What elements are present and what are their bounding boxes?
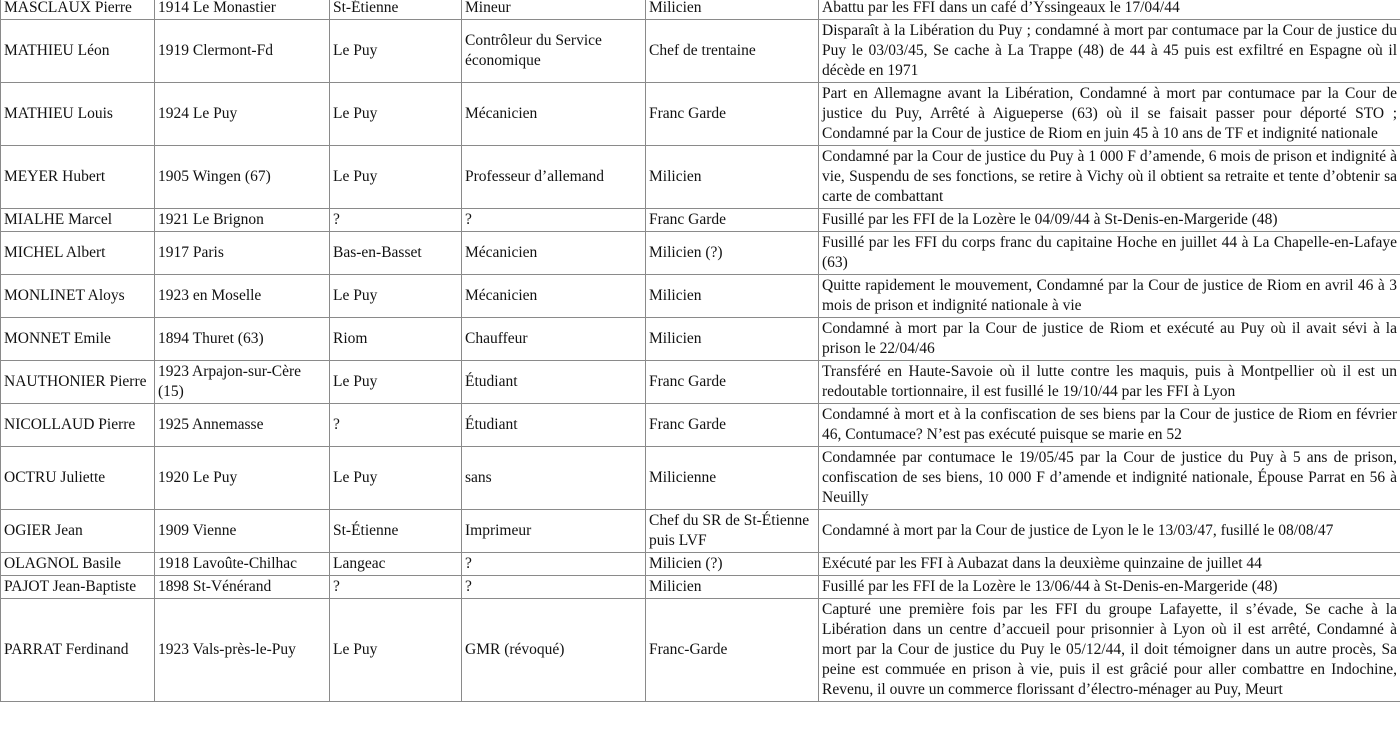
fate-cell: Abattu par les FFI dans un café d’Yssingeaux le 17/04/44: [819, 0, 1400, 20]
birth-cell: 1923 Vals-près-le-Puy: [155, 599, 330, 702]
table-row: [1, 83, 1400, 146]
birth-cell: 1923 en Moselle: [155, 275, 330, 318]
fate-cell: Condamné à mort par la Cour de justice de Riom et exécuté au Puy où il avait sévi à la prison le 22/04/46: [819, 318, 1400, 361]
name-cell: PARRAT Ferdinand: [1, 599, 155, 702]
residence-cell: St-Étienne: [330, 0, 462, 20]
residence-cell: Le Puy: [330, 146, 462, 209]
birth-cell: 1925 Annemasse: [155, 404, 330, 447]
affiliation-cell: Milicien (?): [646, 232, 819, 275]
fate-cell: Transféré en Haute-Savoie où il lutte contre les maquis, puis à Montpellier où il est un redoutable tortionnaire, il est fusillé le 19/10/44 par les FFI à Lyon: [819, 361, 1400, 404]
name-cell: OGIER Jean: [1, 510, 155, 553]
name-cell: MATHIEU Léon: [1, 20, 155, 83]
name-cell: PAJOT Jean-Baptiste: [1, 576, 155, 599]
name-cell: MONLINET Aloys: [1, 275, 155, 318]
affiliation-cell: Milicien: [646, 275, 819, 318]
table-row: [1, 576, 1400, 599]
birth-cell: 1918 Lavoûte-Chilhac: [155, 553, 330, 576]
birth-cell: 1905 Wingen (67): [155, 146, 330, 209]
profession-cell: Mécanicien: [462, 83, 646, 146]
fate-cell: Quitte rapidement le mouvement, Condamné par la Cour de justice de Riom en avril 46 à 3 mois de prison et indignité nationale à vie: [819, 275, 1400, 318]
profession-cell: Chauffeur: [462, 318, 646, 361]
profession-cell: Imprimeur: [462, 510, 646, 553]
residence-cell: St-Étienne: [330, 510, 462, 553]
fate-cell: Capturé une première fois par les FFI du groupe Lafayette, il s’évade, Se cache à la Libération dans un centre d’accueil pour prisonnier à Lyon où il est arrêté, Condamné à mort par la Cour de justice du Puy le 05/12/44, il doit témoigner dans un autre procès, Sa peine est commuée en prison à vie, puis il est grâcié pour aller combattre en Indochine, Revenu, il ouvre un commerce florissant d’électro-ménager au Puy, Meurt: [819, 599, 1400, 702]
profession-cell: GMR (révoqué): [462, 599, 646, 702]
table-row: [1, 318, 1400, 361]
birth-cell: 1921 Le Brignon: [155, 209, 330, 232]
name-cell: MATHIEU Louis: [1, 83, 155, 146]
affiliation-cell: Chef de trentaine: [646, 20, 819, 83]
fate-cell: Condamnée par contumace le 19/05/45 par la Cour de justice du Puy à 5 ans de prison, confiscation de ses biens, 10 000 F d’amende et indignité nationale, Épouse Parrat en 56 à Neuilly: [819, 447, 1400, 510]
affiliation-cell: Milicien: [646, 318, 819, 361]
profession-cell: ?: [462, 576, 646, 599]
name-cell: OLAGNOL Basile: [1, 553, 155, 576]
profession-cell: Étudiant: [462, 404, 646, 447]
affiliation-cell: Franc Garde: [646, 83, 819, 146]
profession-cell: Professeur d’allemand: [462, 146, 646, 209]
birth-cell: 1919 Clermont-Fd: [155, 20, 330, 83]
table-row: [1, 361, 1400, 404]
name-cell: MASCLAUX Pierre: [1, 0, 155, 20]
birth-cell: 1920 Le Puy: [155, 447, 330, 510]
table-row: [1, 209, 1400, 232]
fate-cell: Fusillé par les FFI de la Lozère le 13/06/44 à St-Denis-en-Margeride (48): [819, 576, 1400, 599]
profession-cell: ?: [462, 209, 646, 232]
name-cell: NICOLLAUD Pierre: [1, 404, 155, 447]
fate-cell: Condamné à mort et à la confiscation de ses biens par la Cour de justice de Riom en février 46, Contumace? N’est pas exécuté puisque se marie en 52: [819, 404, 1400, 447]
profession-cell: sans: [462, 447, 646, 510]
table-row: [1, 232, 1400, 275]
affiliation-cell: Franc Garde: [646, 361, 819, 404]
affiliation-cell: Milicien: [646, 576, 819, 599]
affiliation-cell: Franc Garde: [646, 209, 819, 232]
birth-cell: 1924 Le Puy: [155, 83, 330, 146]
affiliation-cell: Franc-Garde: [646, 599, 819, 702]
profession-cell: Mécanicien: [462, 232, 646, 275]
birth-cell: 1917 Paris: [155, 232, 330, 275]
birth-cell: 1894 Thuret (63): [155, 318, 330, 361]
residence-cell: ?: [330, 404, 462, 447]
residence-cell: Riom: [330, 318, 462, 361]
residence-cell: Le Puy: [330, 447, 462, 510]
affiliation-cell: Milicien (?): [646, 553, 819, 576]
residence-cell: Bas-en-Basset: [330, 232, 462, 275]
affiliation-cell: Milicien: [646, 146, 819, 209]
name-cell: MEYER Hubert: [1, 146, 155, 209]
affiliation-cell: Milicien: [646, 0, 819, 20]
residence-cell: Le Puy: [330, 83, 462, 146]
table-row: [1, 275, 1400, 318]
affiliation-cell: Milicienne: [646, 447, 819, 510]
birth-cell: 1898 St-Vénérand: [155, 576, 330, 599]
name-cell: MONNET Emile: [1, 318, 155, 361]
name-cell: MICHEL Albert: [1, 232, 155, 275]
fate-cell: Fusillé par les FFI de la Lozère le 04/09/44 à St-Denis-en-Margeride (48): [819, 209, 1400, 232]
table-body: [1, 0, 1400, 702]
affiliation-cell: Chef du SR de St-Étienne puis LVF: [646, 510, 819, 553]
profession-cell: ?: [462, 553, 646, 576]
residence-cell: Le Puy: [330, 20, 462, 83]
name-cell: MIALHE Marcel: [1, 209, 155, 232]
fate-cell: Disparaît à la Libération du Puy ; condamné à mort par contumace par la Cour de justice du Puy le 03/03/45, Se cache à La Trappe (48) de 44 à 45 puis est exfiltré en Espagne où il décède en 1971: [819, 20, 1400, 83]
table-row: [1, 553, 1400, 576]
residence-cell: Le Puy: [330, 275, 462, 318]
birth-cell: 1923 Arpajon-sur-Cère (15): [155, 361, 330, 404]
fate-cell: Condamné à mort par la Cour de justice de Lyon le le 13/03/47, fusillé le 08/08/47: [819, 510, 1400, 553]
profession-cell: Contrôleur du Service économique: [462, 20, 646, 83]
table-row: [1, 447, 1400, 510]
name-cell: NAUTHONIER Pierre: [1, 361, 155, 404]
fate-cell: Exécuté par les FFI à Aubazat dans la deuxième quinzaine de juillet 44: [819, 553, 1400, 576]
profession-cell: Étudiant: [462, 361, 646, 404]
profession-cell: Mécanicien: [462, 275, 646, 318]
affiliation-cell: Franc Garde: [646, 404, 819, 447]
residence-cell: ?: [330, 209, 462, 232]
residence-cell: Le Puy: [330, 599, 462, 702]
residence-cell: Langeac: [330, 553, 462, 576]
table-row: [1, 599, 1400, 702]
fate-cell: Fusillé par les FFI du corps franc du capitaine Hoche en juillet 44 à La Chapelle-en-Lafaye (63): [819, 232, 1400, 275]
residence-cell: ?: [330, 576, 462, 599]
table-row: [1, 0, 1400, 20]
residence-cell: Le Puy: [330, 361, 462, 404]
fate-cell: Condamné par la Cour de justice du Puy à 1 000 F d’amende, 6 mois de prison et indignité à vie, Suspendu de ses fonctions, se retire à Vichy où il obtient sa retraite et tente d’obtenir sa carte de combattant: [819, 146, 1400, 209]
birth-cell: 1909 Vienne: [155, 510, 330, 553]
table-row: [1, 146, 1400, 209]
fate-cell: Part en Allemagne avant la Libération, Condamné à mort par contumace par la Cour de justice du Puy, Arrêté à Aigueperse (63) où il se faisait passer pour déporté STO ; Condamné par la Cour de justice de Riom en juin 45 à 10 ans de TF et indignité nationale: [819, 83, 1400, 146]
table-row: [1, 404, 1400, 447]
table-row: [1, 20, 1400, 83]
table-row: [1, 510, 1400, 553]
profession-cell: Mineur: [462, 0, 646, 20]
name-cell: OCTRU Juliette: [1, 447, 155, 510]
birth-cell: 1914 Le Monastier: [155, 0, 330, 20]
